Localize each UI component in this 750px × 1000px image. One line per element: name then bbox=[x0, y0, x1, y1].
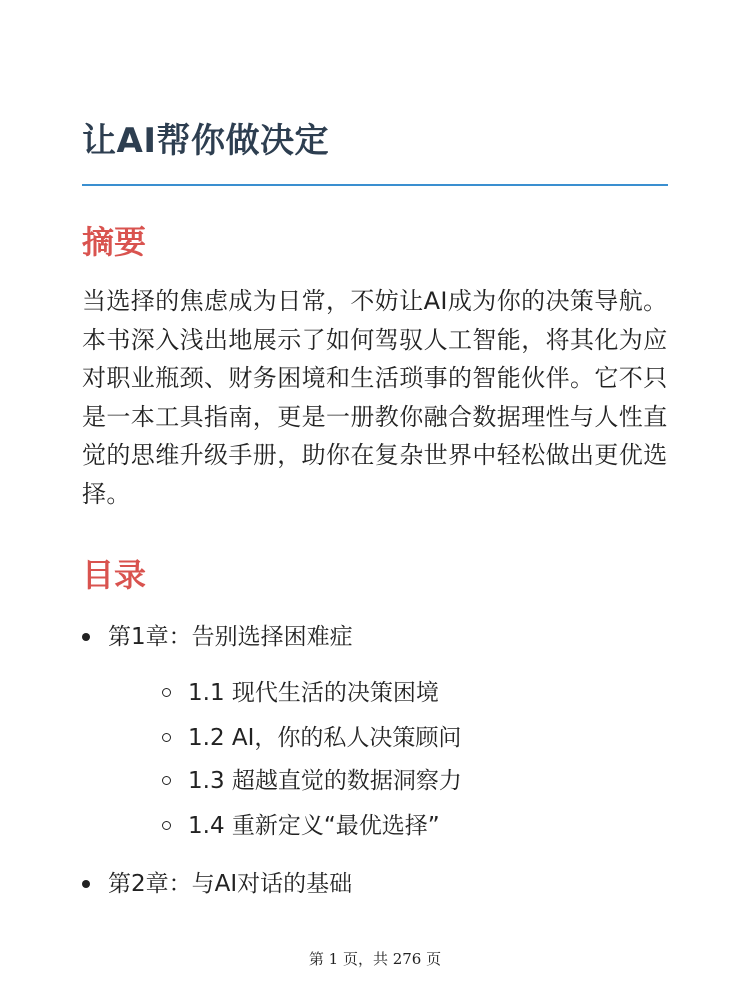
toc-heading: 目录 bbox=[82, 556, 147, 594]
bullet-icon bbox=[82, 633, 90, 641]
hollow-bullet-icon bbox=[162, 821, 171, 830]
document-title: 让AI帮你做决定 bbox=[82, 121, 329, 161]
toc-section-1-3[interactable] bbox=[188, 765, 462, 797]
bullet-icon bbox=[82, 880, 90, 888]
toc-section-1-1[interactable] bbox=[188, 677, 439, 709]
toc-section-label: 1.3 超越直觉的数据洞察力 bbox=[188, 768, 462, 794]
page-footer: 第 1 页，共 276 页 bbox=[308, 950, 442, 968]
hollow-bullet-icon bbox=[162, 776, 171, 785]
abstract-heading: 摘要 bbox=[82, 223, 147, 261]
toc-chapter-label: 第2章：与AI对话的基础 bbox=[108, 871, 353, 897]
toc-section-label: 1.1 现代生活的决策困境 bbox=[188, 680, 439, 706]
toc-chapter-2[interactable] bbox=[108, 868, 352, 900]
toc-section-label: 1.2 AI，你的私人决策顾问 bbox=[188, 725, 462, 751]
hollow-bullet-icon bbox=[162, 688, 171, 697]
hollow-bullet-icon bbox=[162, 733, 171, 742]
toc-chapter-label: 第1章：告别选择困难症 bbox=[108, 624, 353, 650]
toc-chapter-1[interactable] bbox=[108, 621, 353, 653]
toc-section-label: 1.4 重新定义“最优选择” bbox=[188, 813, 440, 839]
toc-section-1-4[interactable] bbox=[188, 810, 440, 842]
abstract-paragraph: 当选择的焦虑成为日常，不妨让AI成为你的决策导航。本书深入浅出地展示了如何驾驭人工智能，将其化为应对职业瓶颈、财务困境和生活琐事的智能伙伴。它不只是一本工具指南，更是一册教你融合数据理性与人性直觉的思维升级手册，助你在复杂世界中轻松做出更优选择。 bbox=[82, 287, 668, 508]
toc-section-1-2[interactable] bbox=[188, 722, 461, 754]
title-divider bbox=[82, 184, 668, 186]
